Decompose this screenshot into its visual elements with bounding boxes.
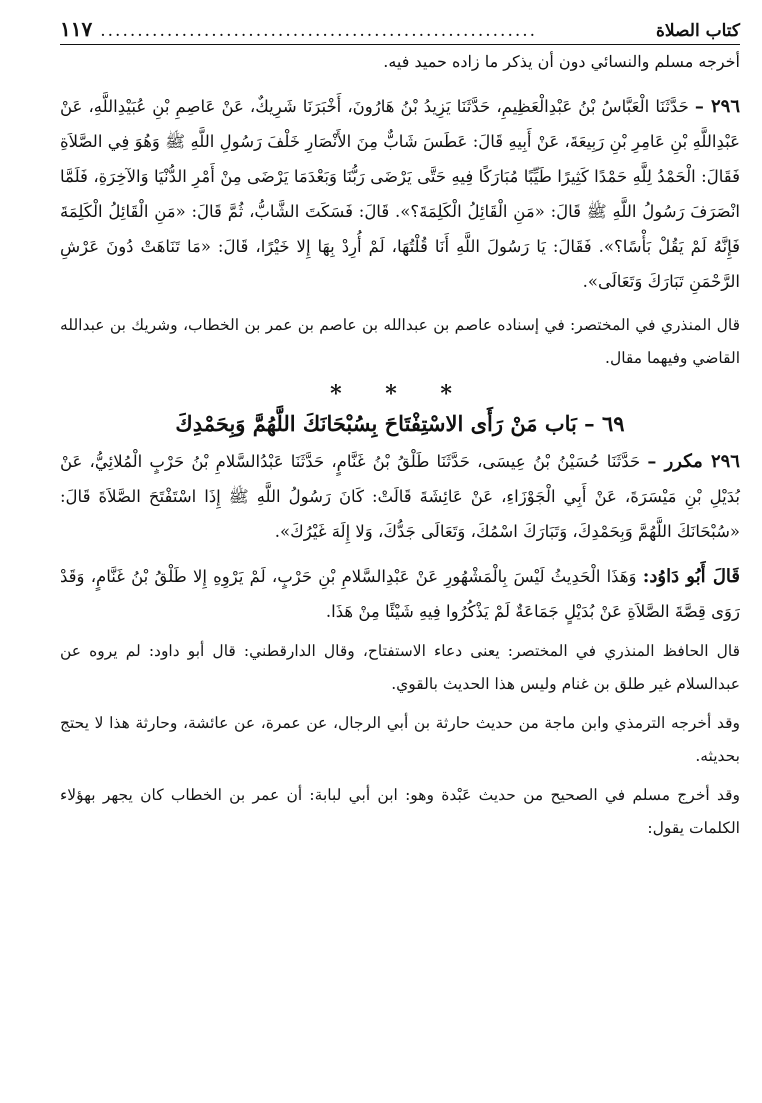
running-header-title: كتاب الصلاة [655, 21, 740, 41]
abu-dawud-text: وَهَذَا الْحَدِيثُ لَيْسَ بِالْمَشْهُورِ عَنْ عَبْدِالسَّلامِ بْنِ حَرْبٍ، لَمْ يَرْوِهِ إِلا طَلْقُ بْنُ غَنَّامٍ، وَقَدْ رَوَى قِصَّةَ الصَّلاَةِ عَنْ بُدَيْلٍ جَمَاعَةٌ لَمْ يَذْكُرُوا فِيهِ شَيْئًا مِنْ هَذَا. [60, 567, 740, 621]
hadith-296 [60, 89, 740, 299]
abu-dawud-comment [60, 559, 740, 629]
hadith-text: حَدَّثَنَا الْعَبَّاسُ بْنُ عَبْدِالْعَظِيمِ، حَدَّثَنَا يَزِيدُ بْنُ هَارُونَ، أَخْبَرَنَا شَرِيكٌ، عَنْ عَاصِمِ بْنِ عُبَيْدِاللَّهِ، عَنْ عَبْدِاللَّهِ بْنِ عَامِرِ بْنِ رَبِيعَةَ، عَنْ أَبِيهِ قَالَ: عَطَسَ شَابٌّ مِنَ الأَنْصَارِ خَلْفَ رَسُولِ اللَّهِ ﷺ وَهُوَ فِي الصَّلاَةِ فَقَالَ: الْحَمْدُ لِلَّهِ حَمْدًا كَثِيرًا طَيِّبًا مُبَارَكًا فِيهِ حَتَّى يَرْضَى رَبُّنَا وَبَعْدَمَا يَرْضَى مِنْ أَمْرِ الدُّنْيَا وَالآخِرَةِ، فَلَمَّا انْصَرَفَ رَسُولُ اللَّهِ ﷺ قَالَ: «مَنِ الْقَائِلُ الْكَلِمَةَ؟». قَالَ: فَسَكَتَ الشَّابُّ، ثُمَّ قَالَ: «مَنِ الْقَائِلُ الْكَلِمَةَ فَإِنَّهُ لَمْ يَقُلْ بَأْسًا؟». فَقَالَ: يَا رَسُولَ اللَّهِ أَنَا قُلْتُهَا، لَمْ أُرِدْ بِهَا إِلا خَيْرًا، قَالَ: «مَا تَنَاهَتْ دُونَ عَرْشِ الرَّحْمَنِ تَبَارَكَ وَتَعَالَى». [60, 97, 740, 291]
hadith-number: ٢٩٦ – [694, 96, 740, 117]
hadith-text: حَدَّثَنَا حُسَيْنُ بْنُ عِيسَى، حَدَّثَنَا طَلْقُ بْنُ غَنَّامٍ، حَدَّثَنَا عَبْدُالسَّلامِ بْنُ حَرْبٍ الْمُلائِيُّ، عَنْ بُدَيْلِ بْنِ مَيْسَرَةَ، عَنْ أَبِي الْجَوْزَاءِ، عَنْ عَائِشَةَ قَالَتْ: كَانَ رَسُولُ اللَّهِ ﷺ إِذَا اسْتَفْتَحَ الصَّلاَةَ قَالَ: «سُبْحَانَكَ اللَّهُمَّ وَبِحَمْدِكَ، وَتَبَارَكَ اسْمُكَ، وَتَعَالَى جَدُّكَ، وَلا إِلَهَ غَيْرُكَ». [60, 452, 740, 541]
section-separator: * * * [330, 381, 470, 407]
header-leader-dots: ........................................................... [100, 21, 538, 41]
mundhiri-note-3: وقد أخرجه الترمذي وابن ماجة من حديث حارثة بن أبي الرجال، عن عمرة، عن عائشة، وحارثة هذا لا يحتج بحديثه. [60, 714, 740, 765]
hadith-number: ٢٩٦ مكرر – [647, 451, 740, 472]
abu-dawud-label: قَالَ أَبُو دَاوُد: [642, 566, 740, 587]
page-number: ١١٧ [60, 17, 93, 41]
chapter-heading: ٦٩ – بَاب مَنْ رَأَى الاسْتِفْتَاحَ بِسُبْحَانَكَ اللَّهُمَّ وَبِحَمْدِكَ [175, 411, 625, 436]
running-header [60, 14, 740, 45]
mundhiri-note-4: وقد أخرج مسلم في الصحيح من حديث عَبْدة وهو: ابن أبي لبابة: أن عمر بن الخطاب كان يجهر بهؤلاء الكلمات يقول: [60, 786, 740, 837]
mundhiri-note-1: قال المنذري في المختصر: في إسناده عاصم بن عبدالله بن عاصم بن عمر بن الخطاب، وشريك بن عبدالله القاضي وفيهما مقال. [60, 316, 740, 367]
book-page [60, 14, 740, 1093]
hadith-296-mukarrar [60, 444, 740, 549]
intro-line: أخرجه مسلم والنسائي دون أن يذكر ما زاده حميد فيه. [383, 52, 740, 71]
mundhiri-note-2: قال الحافظ المنذري في المختصر: يعنى دعاء الاستفتاح، وقال الدارقطني: قال أبو داود: لم يروه عن عبدالسلام غير طلق بن غنام وليس هذا الحديث بالقوي. [60, 642, 740, 693]
